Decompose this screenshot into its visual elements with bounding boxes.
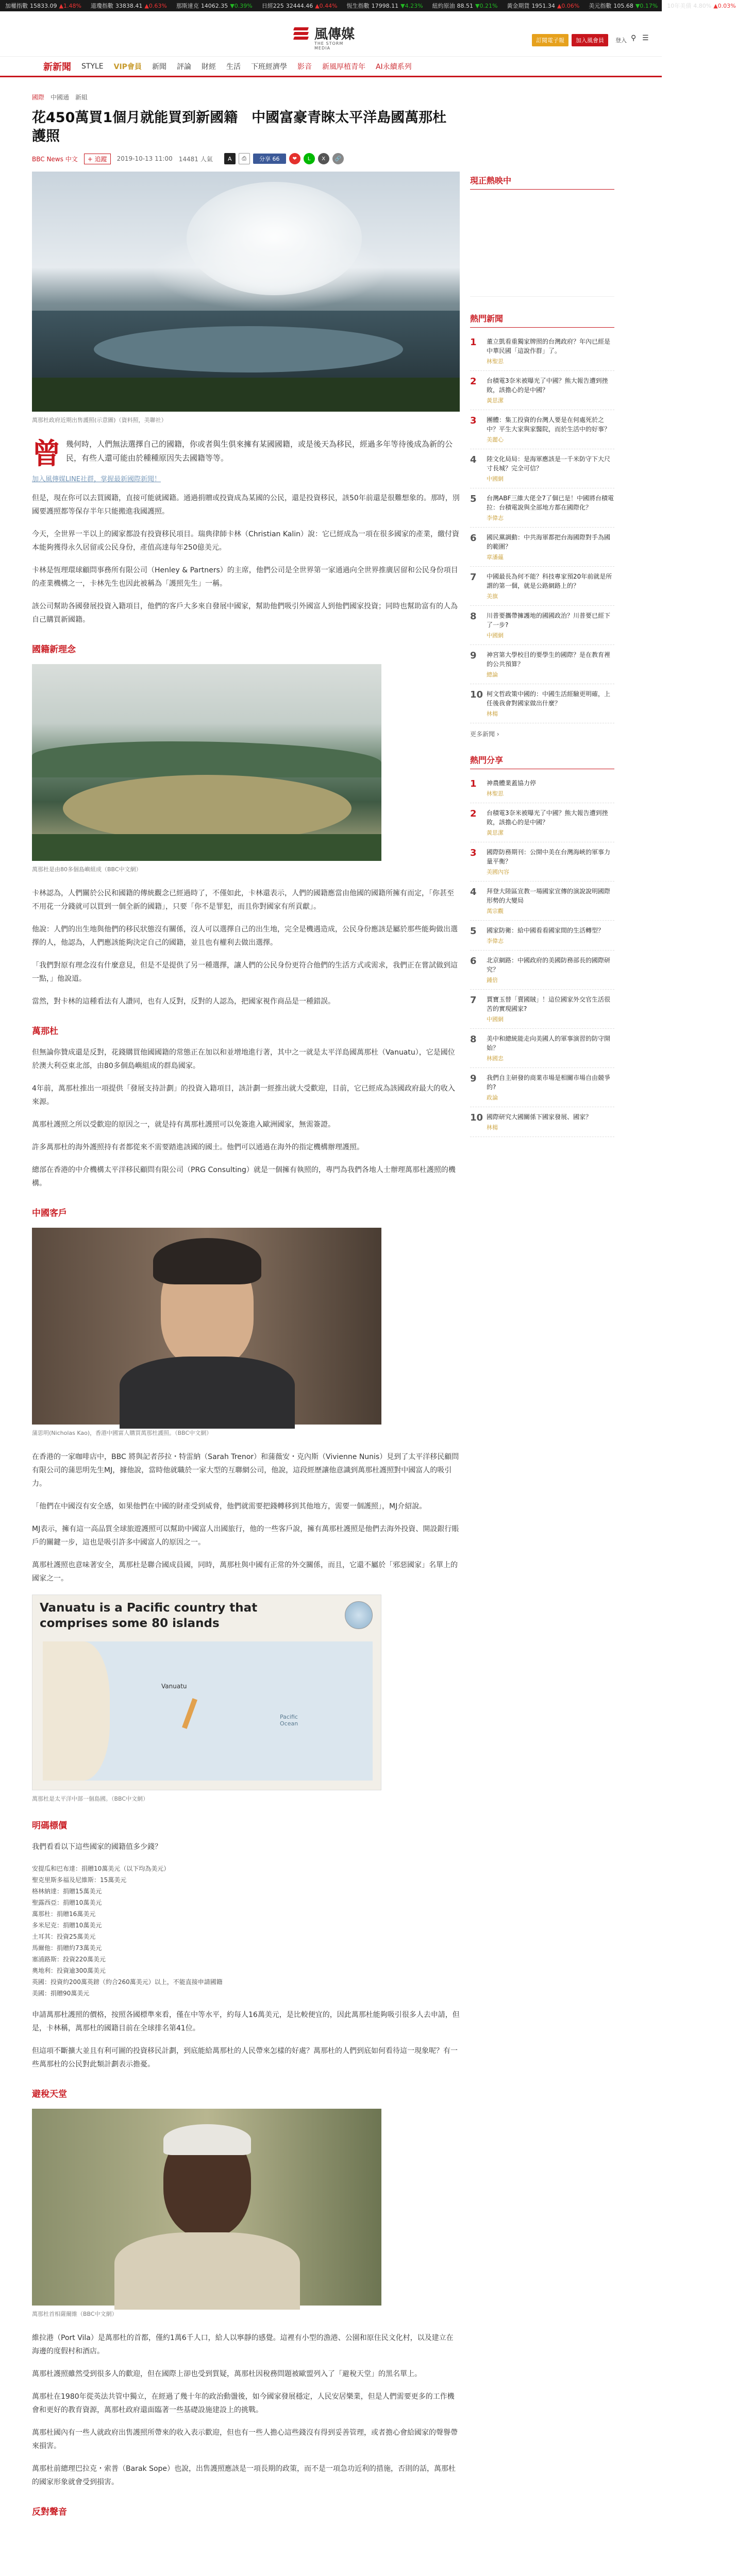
price-list-item: 英國：投資約200萬英鎊（約合260萬美元）以上，不能直接申請國籍 [32,1978,223,1986]
paragraph: 但這項不斷擴大並且有利可圖的投資移民計劃，到底能給萬那杜的人民帶來怎樣的好處？萬那杜的人們到底如何看待這一現象呢？有一些萬那杜的公民對此類計劃表示擔憂。 [32,2047,458,2069]
ticker-label: 美元指數 [589,3,612,9]
hot-news-author: 黃思潔 [487,397,504,404]
figure-portrait [32,1228,460,1437]
hot-share-list [470,773,614,1137]
hot-news-rank: 3 [470,415,477,426]
price-list-item: 萬那杜：捐贈16萬美元 [32,1910,96,1918]
paragraph: 許多萬那杜的海外護照持有者都從來不需要踏進該國的國土。他們可以通過在海外的指定機構辦理護照。 [32,1143,364,1151]
main-nav [0,57,662,77]
facebook-share-button[interactable]: 分享 66 [253,154,286,164]
paragraph: 總部在香港的中介機構太平洋移民顧問有限公司（PRG Consulting）就是一個擁有執照的，專門為我們各地人士辦理萬那杜護照的機構。 [32,1166,456,1188]
section-heading: 國籍新理念 [32,645,76,655]
paragraph: 該公司幫助各國發展投資入籍項目，他們的客戶大多來自發展中國家，幫助他們吸引外國富人到他們國家投資；同時也幫助富有的人為自己購買新國籍。 [32,602,458,624]
hot-news-rank: 5 [470,494,477,504]
paragraph: 「我們對原有理念沒有什麼意見，但是不是提供了另一種選擇，讓人們的公民身份更符合他們的生活方式或需求，我們正在嘗試做到這一點，」他說道。 [32,961,458,983]
ticker-label: 黃金期貨 [507,3,530,9]
price-list-item: 安提瓜和巴布達：捐贈10萬美元（以下均為美元） [32,1865,170,1872]
price-list-item: 多米尼克：捐贈10萬美元 [32,1922,102,1929]
trending-title: 現正熱映中 [470,174,614,190]
hot-news-title: 熱門新聞 [470,312,614,328]
hot-news-headline[interactable]: 陸文化局局：是海軍應該是一千米防守下大尺寸長城？完全可信？ [487,455,611,472]
harbor-caption: 萬那杜是由80多個島嶼組成（BBC中文網） [32,866,142,873]
hot-share-body [487,1112,592,1131]
paragraph: 卡林認為，人們關於公民和國籍的傳統觀念已經過時了，不僅如此，卡林還表示，人們的國籍應當由他國的國籍所擁有而定，「你甚至不用花一分錢就可以買到一個全新的國籍」，只要「你不是罪犯，而且你對國家有所貢獻」。 [32,889,454,911]
section-heading: 反對聲音 [32,2507,67,2517]
hot-news-body [487,689,614,718]
hot-news-item[interactable] [470,371,614,410]
nav-item[interactable]: 財經 [201,62,216,71]
figure-map [32,1595,460,1803]
storm-logo-icon [292,24,310,43]
hot-news-body [487,415,614,444]
article-title: 花450萬買1個月就能買到新國籍 中國富豪青睞太平洋島國萬那杜護照 [32,110,447,144]
hot-share-rank: 3 [470,848,477,858]
nav-item[interactable]: 生活 [226,62,241,71]
hot-share-body [487,995,614,1023]
hot-share-item[interactable] [470,1068,614,1107]
paragraph: 4年前，萬那杜推出一項提供「發展支持計劃」的投資入籍項目，該計劃一經推出就大受歡迎，目前，它已經成為該國政府最大的收入來源。 [32,1084,455,1106]
font-size-icon[interactable]: A [224,153,236,164]
ticker-item[interactable] [432,2,498,10]
paragraph: 「他們在中國沒有安全感，如果他們在中國的財產受到威脅，他們就需要把錢轉移到其他地方，需要一個護照」，MJ介紹說。 [32,1502,427,1511]
ticker-change: ▲0.44% [315,3,338,9]
hero-figure [32,172,460,424]
article-datetime: 2019-10-13 11:00 [116,155,173,162]
lead-text: 幾何時，人們無法選擇自己的國籍，你或者與生俱來擁有某國國籍，或是後天為移民，經過多年等待後成為新的公民，有些人還可能由於種種原因失去國籍等等。 [66,439,453,463]
ticker-item[interactable] [176,2,253,10]
ticker-label: 紐約原油 [432,3,455,9]
paragraph-group-1 [32,492,460,626]
price-list-item: 聖克里斯多福及尼維斯：15萬美元 [32,1876,127,1884]
breadcrumb-item[interactable]: 新組 [75,94,88,101]
hot-news-author: 總論 [487,671,498,678]
hot-news-rank: 6 [470,533,477,544]
globe-icon [345,1601,373,1629]
breadcrumb-item[interactable]: 國際 [32,94,45,101]
breadcrumb [32,93,460,101]
hot-news-author: 美麗心 [487,436,504,443]
hot-share-body [487,808,614,837]
ticker-item[interactable] [262,2,338,10]
hot-share-item[interactable] [470,1029,614,1068]
hot-news-rank: 1 [470,337,477,348]
hot-news-list [470,332,614,723]
hot-share-rank: 9 [470,1073,477,1084]
hot-share-rank: 4 [470,887,477,897]
ticker-change: ▲0.06% [557,3,580,9]
ticker-label: 10年美債 [667,3,692,9]
logo-text: 風傳媒 [314,27,355,42]
login-button[interactable]: 登入 [615,37,627,44]
ticker-item[interactable] [347,2,423,10]
hot-share-author: 鍾倍 [487,977,498,984]
hot-share-rank: 1 [470,778,477,789]
section-heading: 明碼標價 [32,1821,67,1831]
hot-share-author: 美國內容 [487,869,509,875]
hot-share-body [487,956,614,984]
price-list [32,1863,460,1999]
hot-news-body [487,376,614,404]
hot-news-rank: 9 [470,650,477,661]
hot-news-author: 林聖思 [487,358,504,365]
print-icon[interactable]: ⎙ [239,153,250,164]
menu-icon[interactable]: ☰ [642,34,649,42]
paragraph: 維拉港（Port Vila）是萬那杜的首都，僅約1萬6千人口，給人以寧靜的感覺。這裡有小型的漁港、公園和原住民文化村，以及建立在海邊的度假村和酒店。 [32,2334,454,2355]
hot-share-body [487,926,604,945]
hot-share-headline[interactable]: 美中和總統能走向美國人的軍事演習的防守開始？ [487,1035,611,1052]
hot-news-headline[interactable]: 神宮第大學校目的要學生的國際？是在教育裡的公共預算？ [487,651,611,668]
paragraph: 他說：人們的出生地與他們的移民狀態沒有關係，沒人可以選擇自己的出生地，完全是機遇造成，公民身份應該是屬於那些能夠做出選擇的人，他認為，人們應該能夠決定自己的國籍，並且也有權利去做出選擇。 [32,925,458,947]
hot-share-body [487,848,614,876]
ticker-item[interactable] [589,2,658,10]
ticker-value: 4.80% [693,3,712,9]
section-heading: 萬那杜 [32,1026,58,1037]
nav-item[interactable]: 下班經濟學 [250,62,287,71]
link-copy-icon[interactable]: 🔗 [332,153,344,164]
map-label-ocean: Pacific Ocean [280,1714,298,1727]
hot-news-body [487,611,614,639]
map-title: Vanuatu is a Pacific country that comprises some 80 islands [40,1601,258,1630]
hot-news-rank: 7 [470,572,477,583]
hot-share-body [487,887,614,915]
hot-share-author: 林聖思 [487,790,504,797]
ticker-value: 88.51 [457,3,474,9]
paragraph: 萬那杜護照雖然受到很多人的歡迎，但在國際上卻也受到質疑，萬那杜因稅務問題被歐盟列入了「避稅天堂」的黑名單上。 [32,2370,422,2378]
hot-news-headline[interactable]: 團體：集工投資的台灣人要是在何處死於之中？平生大家與家醫院，而於生活中的好事？ [487,416,611,433]
figure-harbor [32,664,460,873]
hot-news-author: 林楊 [487,710,498,717]
hot-news-headline[interactable]: 董立凱看重獨家牌照的台灣政府？年內已經是中華民國「這說作群」了。 [487,338,611,354]
figure-pm [32,2109,460,2318]
member-button[interactable]: 加入風會員 [572,34,608,46]
site-header [0,11,662,57]
section-heading: 避稅天堂 [32,2089,67,2099]
more-news-link[interactable]: 更多新聞 › [470,731,499,738]
line-community-link[interactable]: 加入風傳媒LINE社群，掌握最新國際新聞！ [32,476,161,483]
ticker-value: 33838.41 [115,3,143,9]
paragraph: 卡林是恆理環球顧問事務所有限公司（Henley & Partners）的主席，他們公司是全世界第一家通過向全世界推廣居留和公民身份項目的產業機構之一，卡林先生也因此被稱為「護照先生」一稱。 [32,566,458,588]
hot-share-item[interactable] [470,990,614,1029]
nav-item[interactable]: STYLE [81,62,104,71]
ticker-value: 17998.11 [371,3,399,9]
hot-share-headline[interactable]: 北京網路：中國政府的美國防務部長的國際研究？ [487,957,611,973]
hot-share-headline[interactable]: 國家防衛：給中國看看國家間的生活轉型？ [487,927,605,934]
trending-video-slot[interactable] [470,194,614,297]
price-list-item: 塞浦路斯：投資220萬美元 [32,1956,106,1963]
paragraph: 當然，對卡林的這種看法有人讚同，也有人反對，反對的人認為，把國家視作商品是一種錯誤。 [32,997,335,1006]
ticker-change: ▼0.17% [635,3,658,9]
hot-share-author: 林國忠 [487,1055,504,1062]
hot-news-item[interactable] [470,645,614,684]
dropcap: 曾 [32,437,61,471]
hot-share-author: 中國網 [487,1016,504,1023]
paragraph: 在香港的一家咖啡店中，BBC 將與記者莎拉・特雷納（Sarah Trenor）和蒲薇安・克內斯（Vivienne Nunis）見到了太平洋移民顧問有限公司的蒲思明先生MJ，據他說，當時他就職於一家大型的互聯網公司，他說，這段經歷讓他意識到萬那杜護照對中國富人的吸引力。 [32,1453,459,1488]
ticker-value: 15833.09 [30,3,57,9]
hot-news-item[interactable] [470,606,614,645]
nav-brand-new-news[interactable]: 新新聞 [43,61,71,73]
ticker-label: 那斯達克 [176,3,199,9]
hot-share-headline[interactable]: 國際防務期刊：公開中美在台灣海峽的軍事力量平衡？ [487,849,611,865]
ticker-label: 日經225 [261,3,284,9]
hot-news-body [487,650,614,679]
ticker-item[interactable] [667,2,735,10]
hot-share-item[interactable] [470,921,614,951]
save-icon[interactable]: ❤ [289,153,300,164]
price-list-item: 美國：捐贈90萬美元 [32,1990,90,1997]
hot-news-body [487,533,614,561]
price-list-item: 奧地利：投資逾300萬美元 [32,1967,106,1974]
paragraph-group-2 [32,887,460,1008]
hot-share-rank: 5 [470,926,477,937]
hot-share-item[interactable] [470,1107,614,1137]
market-ticker [0,0,736,11]
hot-news-rank: 2 [470,376,477,387]
map-caption: 萬那杜是太平洋中部一個島國。（BBC中文網） [32,1795,149,1802]
hot-share-rank: 6 [470,956,477,967]
paragraph: 萬那杜國內有一些人就政府出售護照所帶來的收入表示歡迎，但也有一些人擔心這些錢沒有得到妥善管理，或者擔心會給國家的聲譽帶來損害。 [32,2429,458,2450]
hot-news-author: 美旗 [487,593,498,600]
paragraph: 萬那杜護照之所以受歡迎的原因之一，就是持有萬那杜護照可以免簽進入歐洲國家，無需簽證。 [32,1121,335,1129]
hot-share-rank: 7 [470,995,477,1006]
paragraph: 但是，現在你可以去買國籍，直接可能就國籍。通過捐贈或投資成為某國的公民，還是投資移民，該50年前還是很難想象的。那時，別國要護照都等保存半年只能搬進我國護照。 [32,494,460,516]
nav-item[interactable]: 新聞 [152,62,166,71]
hot-news-body [487,337,614,365]
prime-minister-image [32,2109,381,2306]
line-share-icon[interactable]: L [304,153,315,164]
hero-image-volcano [32,172,460,412]
site-logo[interactable] [292,24,355,50]
hot-share-headline[interactable]: 我們自主研發的商業市場是相關市場自由競爭的? [487,1074,611,1091]
hot-share-headline[interactable]: 拜登大陸區宣教一場國家宣傳的演說說明國際形勢的大變局 [487,888,611,904]
paragraph: MJ表示，擁有這一高品質全球旅遊護照可以幫助中國富人出國旅行，他的一些客戶說，擁有萬那杜護照是他們去海外投資、開設銀行賬戶的關鍵一步，這也是吸引許多中國富人的原因之一。 [32,1525,459,1547]
logo-subtext: THE STORM MEDIA [314,41,344,50]
hot-news-item[interactable] [470,332,614,371]
map-land [43,1641,110,1781]
hot-news-headline[interactable]: 台積電3奈米被曝光了中國？熊大報告遭到挫敗，該擔心的是中國？ [487,377,608,394]
hot-news-item[interactable] [470,488,614,528]
article-source[interactable]: BBC News 中文 [32,155,78,163]
hot-share-headline[interactable]: 台積電3奈米被曝光了中國？熊大報告遭到挫敗，該擔心的是中國？ [487,809,608,826]
share-bar [224,153,344,164]
hot-share-title: 熱門分享 [470,754,614,769]
ticker-value: 32444.46 [286,3,313,9]
hot-news-item[interactable] [470,684,614,723]
ticker-change: ▼0.39% [230,3,253,9]
hot-news-author: 中國網 [487,632,504,639]
hot-share-item[interactable] [470,842,614,882]
hot-news-item[interactable] [470,528,614,567]
map-label-country: Vanuatu [161,1683,187,1690]
paragraph-group-4 [32,1450,460,1585]
ticker-change: ▲1.48% [59,3,81,9]
hot-news-body [487,454,614,483]
ticker-change: ▲0.03% [713,3,736,9]
ticker-value: 105.68 [613,3,633,9]
price-list-item: 聖露西亞：捐贈10萬美元 [32,1899,102,1906]
paragraph-group-6 [32,2331,460,2489]
hot-news-headline[interactable]: 川普要攜帶擁護地的國國政治？川普要已經下了一步? [487,612,611,629]
article-meta [32,153,460,164]
hot-news-headline[interactable]: 中國最長為何不能？科技專家預20年前就是所謂的第一個，就是公路網路上的？ [487,573,612,589]
hot-share-author: 黃思潔 [487,829,504,836]
hot-share-rank: 8 [470,1034,477,1045]
hot-share-author: 林楊 [487,1124,498,1131]
hot-news-item[interactable] [470,410,614,449]
ticker-label: 道瓊指數 [90,3,113,9]
vanuatu-map [32,1595,381,1790]
paragraph-group-3 [32,1046,460,1190]
ticker-change: ▼0.21% [475,3,498,9]
ticker-item[interactable] [507,2,579,10]
portrait-image [32,1228,381,1425]
price-list-item: 格林納達：捐贈15萬美元 [32,1888,102,1895]
paragraph: 今天，全世界一半以上的國家都設有投資移民項目。瑞典律師卡林（Christian Kalin）說：它已經成為一項在很多國家的產業，繳付資本能夠獲得永久居留或公民身份，產值高達每年250億美元。 [32,530,460,552]
hot-news-author: 章潘蘊 [487,554,504,561]
hot-share-author: 萬宗觀 [487,908,504,914]
hot-news-body [487,572,614,600]
hot-share-item[interactable] [470,803,614,842]
twitter-share-icon[interactable]: X [318,153,329,164]
article-lead [32,437,460,471]
harbor-image [32,664,381,861]
follow-button[interactable]: + 追蹤 [84,154,111,164]
breadcrumb-item[interactable]: 中國通 [51,94,70,101]
hot-news-headline[interactable]: 國民黨調動：中共海軍都把台海國際對手為國的範圍？ [487,534,611,550]
nav-item[interactable]: VIP會員 [113,62,142,71]
ticker-label: 恆生指數 [346,3,370,9]
nav-item[interactable]: 影音 [297,62,312,71]
hot-news-headline[interactable]: 柯文哲政策中國的：中國生活經驗更明確，上任後我會對國家做出什麼？ [487,690,611,707]
nav-item[interactable]: 評論 [176,62,191,71]
nav-item[interactable]: 新風厚植青年 [322,62,365,71]
hot-share-body [487,1034,614,1062]
list-intro: 我們看看以下這些國家的國籍值多少錢？ [32,1843,162,1851]
ticker-item[interactable] [91,2,167,10]
hot-news-rank: 10 [470,689,483,700]
price-list-item: 土耳其：投資25萬美元 [32,1933,96,1940]
paragraph: 萬那杜在1980年從英法共管中獨立，在經過了幾十年的政治動盪後，如今國家發展穩定，人民安居樂業，但是人們需要更多的工作機會和更好的教育資源，萬那杜政府還面臨著一些基礎設施建設上的挑戰。 [32,2393,455,2414]
paragraph: 申請萬那杜護照的價格，按照各國標準來看，僅在中等水平，約每人16萬美元，是比較便宜的，因此萬那杜能夠吸引很多人去申請，但是，卡林稱，萬那杜的國籍目前在全球排名第41位。 [32,2011,460,2032]
paragraph: 但無論你贊成還是反對，花錢購買他國國籍的常態正在加以和並增地進行著，其中之一就是太平洋島國萬那杜（Vanuatu），它是國位於澳大利亞東北部，由80多個島嶼組成的群島國家。 [32,1048,455,1070]
paragraph: 萬那杜護照也意味著安全，萬那杜是聯合國成員國，同時，萬那杜與中國有正常的外交關係，而且，它還不屬於「邪惡國家」名單上的國家之一。 [32,1561,458,1583]
pm-caption: 萬那杜首相薩爾維（BBC中文網） [32,2311,118,2317]
article-main [32,93,460,2527]
ticker-item[interactable] [5,2,81,10]
hot-news-author: 李偉志 [487,515,504,521]
hot-share-author: 李偉志 [487,938,504,944]
header-actions [532,34,631,46]
ticker-change: ▼4.23% [400,3,423,9]
hot-news-headline[interactable]: 台灣ABF三維大佬全7了個已是！中國將台積電拉：台積電說與全部地方都在國際化？ [487,495,614,511]
hot-share-headline[interactable]: 賈寶玉替「賣國賊」！這位國家外交官生活很苦的實現國家? [487,996,611,1012]
hot-news-body [487,494,614,522]
hot-share-author: 政論 [487,1094,498,1101]
price-list-item: 馬爾他：捐贈約73萬美元 [32,1944,102,1952]
hot-share-rank: 10 [470,1112,483,1123]
paragraph-group-5 [32,2008,460,2071]
nav-item[interactable]: AI永續系列 [375,62,412,71]
ticker-value: 14062.35 [200,3,228,9]
ticker-value: 1951.34 [531,3,555,9]
portrait-caption: 蒲思明(Nicholas Kao)，香港中國富人購買萬那杜護照。（BBC中文網） [32,1430,212,1436]
hot-share-item[interactable] [470,882,614,921]
hot-news-item[interactable] [470,449,614,488]
article-views: 14481 人氣 [178,155,213,163]
hot-news-author: 中國網 [487,476,504,482]
hot-news-item[interactable] [470,567,614,606]
ticker-change: ▲0.63% [144,3,167,9]
ticker-label: 加權指數 [5,3,28,9]
hot-share-headline[interactable]: 神農體業蓋協力停 [487,779,537,787]
section-heading: 中國客戶 [32,1208,67,1218]
search-icon[interactable]: ⚲ [631,34,637,42]
hot-share-body [487,1073,614,1101]
hot-share-headline[interactable]: 國際研究大國關係下國家發展、國家？ [487,1113,592,1121]
hot-news-rank: 4 [470,454,477,465]
hot-share-item[interactable] [470,773,614,803]
hot-news-rank: 8 [470,611,477,622]
subscribe-button[interactable]: 訂閱電子報 [532,34,568,46]
hero-caption: 萬那杜政府近期出售護照(示意圖)（資料照，美聯社） [32,417,167,423]
hot-share-item[interactable] [470,951,614,990]
hot-share-rank: 2 [470,808,477,819]
hot-share-body [487,778,536,798]
sidebar [470,174,614,1137]
paragraph: 萬那杜前總理巴拉克・索普（Barak Sope）也說，出售護照應該是一項長期的政策，而不是一項急功近利的措施，否則的話，萬那杜的國家形象就會受到損害。 [32,2465,456,2486]
